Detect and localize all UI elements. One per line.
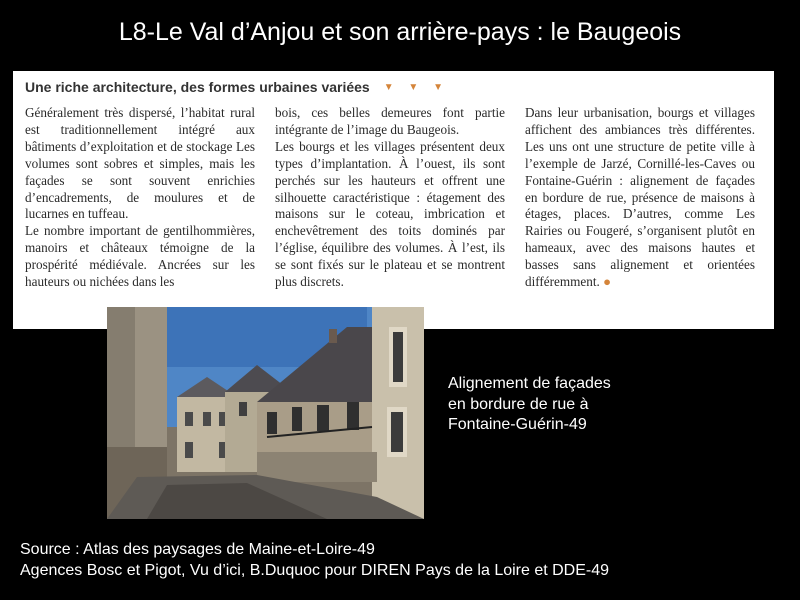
source-credit	[20, 539, 609, 581]
triangle-down-icon: ▼ ▼ ▼	[383, 81, 449, 93]
paragraph	[525, 105, 755, 291]
credit-line: Agences Bosc et Pigot, Vu d’ici, B.Duquoc pour DIREN Pays de la Loire et DDE-49	[20, 562, 610, 579]
source-line: Source : Atlas des paysages de Maine-et-Loire-49	[20, 541, 375, 558]
paragraph: Les bourgs et les villages présentent deux types d’implantation. À l’ouest, ils sont perchés sur les hauteurs et offrent une silhouette caractéristique : étagement des maisons sur le coteau, imbrication et enchevêtrement des toits dominés par l’église, équilibre des volumes. À l’est, ils se sont fixés sur le plateau et se montrent plus discrets.	[275, 138, 505, 290]
excerpt-heading	[25, 79, 762, 95]
paragraph: bois, ces belles demeures font partie intégrante de l’image du Baugeois.	[275, 105, 505, 137]
excerpt-heading-text: Une riche architecture, des formes urbaines variées	[25, 79, 370, 95]
slide-title: L8-Le Val d’Anjou et son arrière-pays : le Baugeois	[118, 18, 682, 46]
caption-line: Fontaine-Guérin-49	[448, 416, 587, 433]
caption-line: en bordure de rue à	[448, 395, 589, 413]
end-dot-icon: ●	[603, 274, 612, 290]
excerpt-column-2	[275, 105, 505, 291]
excerpt-column-3	[525, 105, 755, 291]
paragraph: Le nombre important de gentilhommières, manoirs et châteaux témoigne de la prospérité médiévale. Ancrées sur les hauteurs ou nichées dans les	[25, 223, 255, 290]
excerpt-column-1	[25, 105, 255, 291]
paragraph: Généralement très dispersé, l’habitat rural est traditionnellement intégré aux bâtiments d’exploitation et de stockage Les volumes sont sobres et simples, mais les façades se sont souvent enrichies d’encadrements, de moulures et de lucarnes en tuffeau.	[25, 105, 255, 222]
street-photo-illustration	[107, 307, 424, 519]
photo-caption	[448, 374, 611, 436]
excerpt-columns	[25, 105, 762, 291]
paragraph-text: Dans leur urbanisation, bourgs et villages affichent des ambiances très différentes. Les uns ont une structure de petite ville à l’exemple de Jarzé, Cornillé-les-Caves ou Fontaine-Guérin : alignement de façades en bordure de rue, présence de maisons à étages, places. D’autres, comme Les Rairies ou Fougeré, s’organisent plutôt en hameaux, avec des maisons hautes et basses sans alignement et orientées différemment.	[525, 105, 755, 290]
atlas-excerpt	[13, 71, 774, 329]
caption-line: Alignement de façades	[448, 375, 611, 392]
street-photo	[107, 307, 424, 519]
